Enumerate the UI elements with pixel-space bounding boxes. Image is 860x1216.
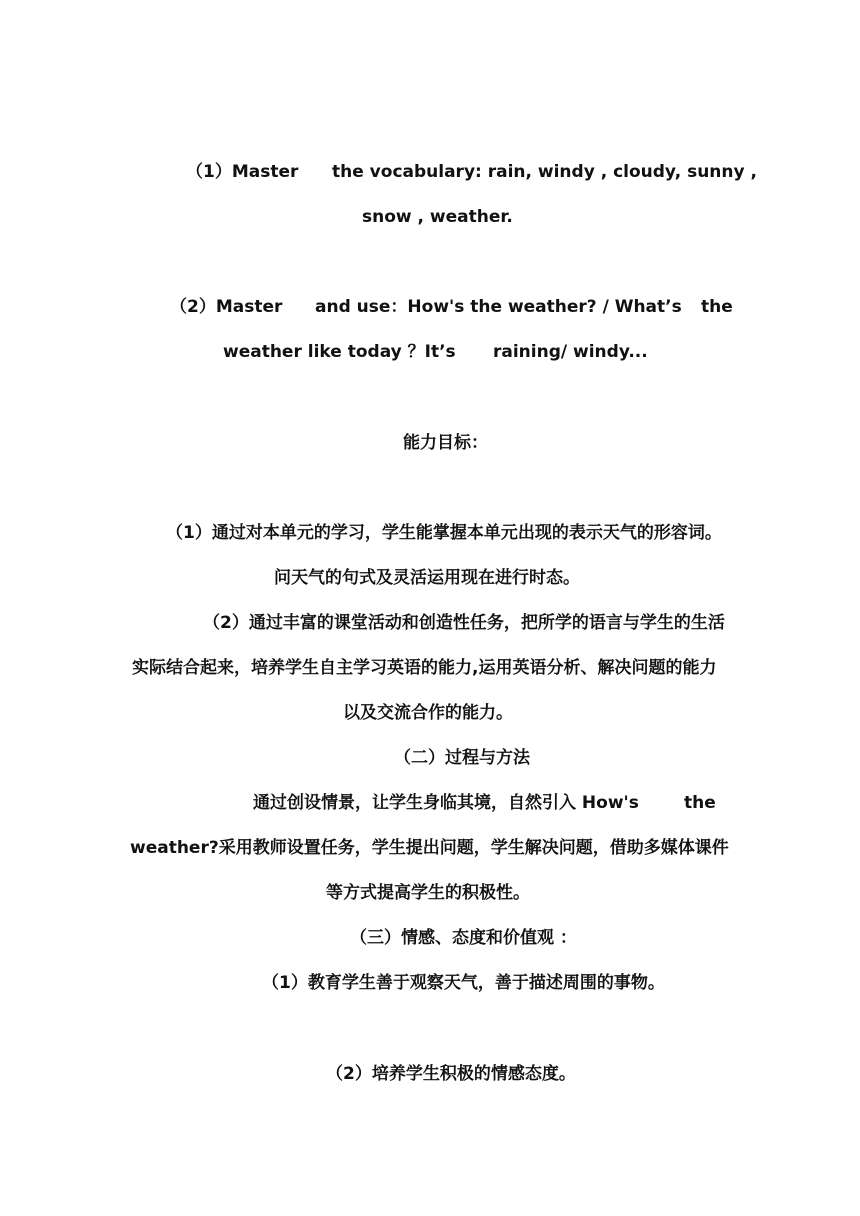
objective-2-line-1 xyxy=(0,296,860,318)
objective-1-line-1 xyxy=(0,161,860,183)
objective-1-text: the vocabulary: rain, windy , cloudy, sunny , xyxy=(332,162,757,182)
ability-item-2-line-1: （2）通过丰富的课堂活动和创造性任务，把所学的语言与学生的生活 xyxy=(203,613,725,633)
ability-item-2-line-2: 实际结合起来，培养学生自主学习英语的能力,运用英语分析、解决问题的能力 xyxy=(132,658,717,678)
objective-1-label: （1）Master xyxy=(186,162,299,182)
objective-2-word-the: the xyxy=(701,297,733,317)
objective-2-text-b1: weather like today ？It’s xyxy=(223,342,456,362)
objective-2-label: （2）Master xyxy=(170,297,283,317)
emotion-heading: （三）情感、态度和价值观 ： xyxy=(350,928,577,948)
emotion-item-2: （2）培养学生积极的情感态度。 xyxy=(326,1064,576,1084)
ability-heading: 能力目标： xyxy=(403,433,488,453)
ability-item-2-line-3: 以及交流合作的能力。 xyxy=(343,703,513,723)
objective-1-line-2: snow , weather. xyxy=(362,207,513,227)
process-line-1-text: 通过创设情景，让学生身临其境，自然引入 How's xyxy=(253,793,639,813)
process-line-2: weather?采用教师设置任务，学生提出问题，学生解决问题，借助多媒体课件 xyxy=(130,838,729,858)
ability-item-1-line-2: 问天气的句式及灵活运用现在进行时态。 xyxy=(274,568,580,588)
objective-2-text-b2: raining/ windy... xyxy=(493,342,648,362)
process-line-1 xyxy=(0,792,860,814)
process-line-1-word-the: the xyxy=(684,793,716,813)
ability-item-1-line-1: （1）通过对本单元的学习，学生能掌握本单元出现的表示天气的形容词。 xyxy=(166,523,722,543)
objective-2-line-2 xyxy=(0,341,860,363)
emotion-item-1: （1）教育学生善于观察天气，善于描述周围的事物。 xyxy=(262,973,665,993)
process-heading: （二）过程与方法 xyxy=(394,748,530,768)
objective-2-text: and use：How's the weather? / What’s xyxy=(315,297,682,317)
process-line-3: 等方式提高学生的积极性。 xyxy=(326,883,530,903)
